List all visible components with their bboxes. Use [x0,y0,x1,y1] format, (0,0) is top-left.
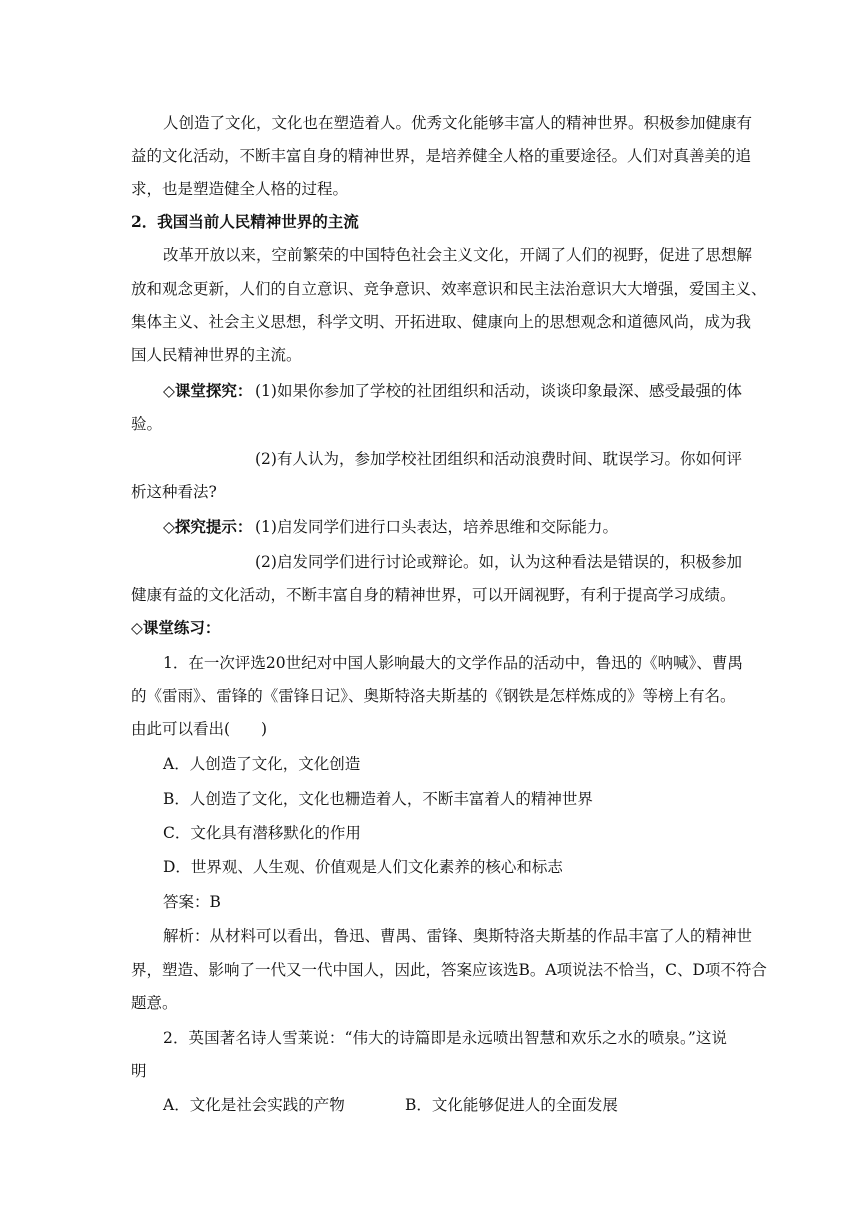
question-1-analysis-line-1: 解析：从材料可以看出，鲁迅、曹禺、雷锋、奥斯特洛夫斯基的作品丰富了人的精神世 [163,927,753,945]
hint-1: (1)启发同学们进行口头表达，培养思维和交际能力。 [255,518,618,536]
explore-question-1: (1)如果你参加了学校的社团组织和活动，谈谈印象最深、感受最强的体 [255,382,742,400]
para2-line-2: 放和观念更新，人们的自立意识、竞争意识、效率意识和民主法治意识大大增强，爱国主义、 [131,280,767,298]
section-heading-2: 2．我国当前人民精神世界的主流 [131,212,359,231]
hint-2: (2)启发同学们进行讨论或辩论。如，认为这种看法是错误的，积极参加 [255,553,742,571]
explore-label: ◇课堂探究： [163,381,253,400]
question-2-line-2: 明 [131,1062,147,1080]
para1-line-3: 求，也是塑造健全人格的过程。 [131,180,349,198]
question-2-option-b: B．文化能够促进人的全面发展 [405,1096,618,1114]
question-1-option-d: D．世界观、人生观、价值观是人们文化素养的核心和标志 [163,858,563,876]
question-2-line-1: 2．英国著名诗人雪莱说：“伟大的诗篇即是永远喷出智慧和欢乐之水的喷泉。”这说 [163,1029,727,1047]
para2-line-3: 集体主义、社会主义思想，科学文明、开拓进取、健康向上的思想观念和道德风尚，成为我 [131,313,752,331]
question-1-line-1: 1．在一次评选20世纪对中国人影响最大的文学作品的活动中，鲁迅的《呐喊》、曹禺 [163,654,743,672]
para1-line-1: 人创造了文化，文化也在塑造着人。优秀文化能够丰富人的精神世界。积极参加健康有 [163,114,753,132]
question-1-line-3: 由此可以看出( ) [131,720,268,738]
explore-question-2-cont: 析这种看法? [131,483,217,501]
question-1-analysis-line-2: 界，塑造、影响了一代又一代中国人，因此，答案应该选B。A项说法不恰当，C、D项不符合 [131,961,767,979]
question-1-option-a: A．人创造了文化，文化创造 [163,755,361,773]
question-1-option-c: C．文化具有潜移默化的作用 [163,824,361,842]
para2-line-4: 国人民精神世界的主流。 [131,346,302,364]
hint-2-cont: 健康有益的文化活动，不断丰富自身的精神世界，可以开阔视野，有利于提高学习成绩。 [131,586,736,604]
explore-question-1-cont: 验。 [131,415,163,433]
para1-line-2: 益的文化活动，不断丰富自身的精神世界，是培养健全人格的重要途径。人们对真善美的追 [131,147,752,165]
question-2-option-a: A．文化是社会实践的产物 [163,1096,345,1114]
question-1-option-b: B．人创造了文化，文化也粣造着人，不断丰富着人的精神世界 [163,790,593,808]
question-1-line-2: 的《雷雨》、雷锋的《雷锋日记》、奥斯特洛夫斯基的《钢铁是怎样炼成的》等榜上有名。 [131,687,736,705]
question-1-answer: 答案：B [163,893,221,911]
para2-line-1: 改革开放以来，空前繁荣的中国特色社会主义文化，开阔了人们的视野，促进了思想解 [163,246,753,264]
question-1-analysis-line-3: 题意。 [131,994,178,1012]
hint-label: ◇探究提示： [163,517,253,536]
explore-question-2: (2)有人认为，参加学校社团组织和活动浪费时间、耽误学习。你如何评 [255,450,742,468]
practice-label: ◇课堂练习： [131,618,221,637]
